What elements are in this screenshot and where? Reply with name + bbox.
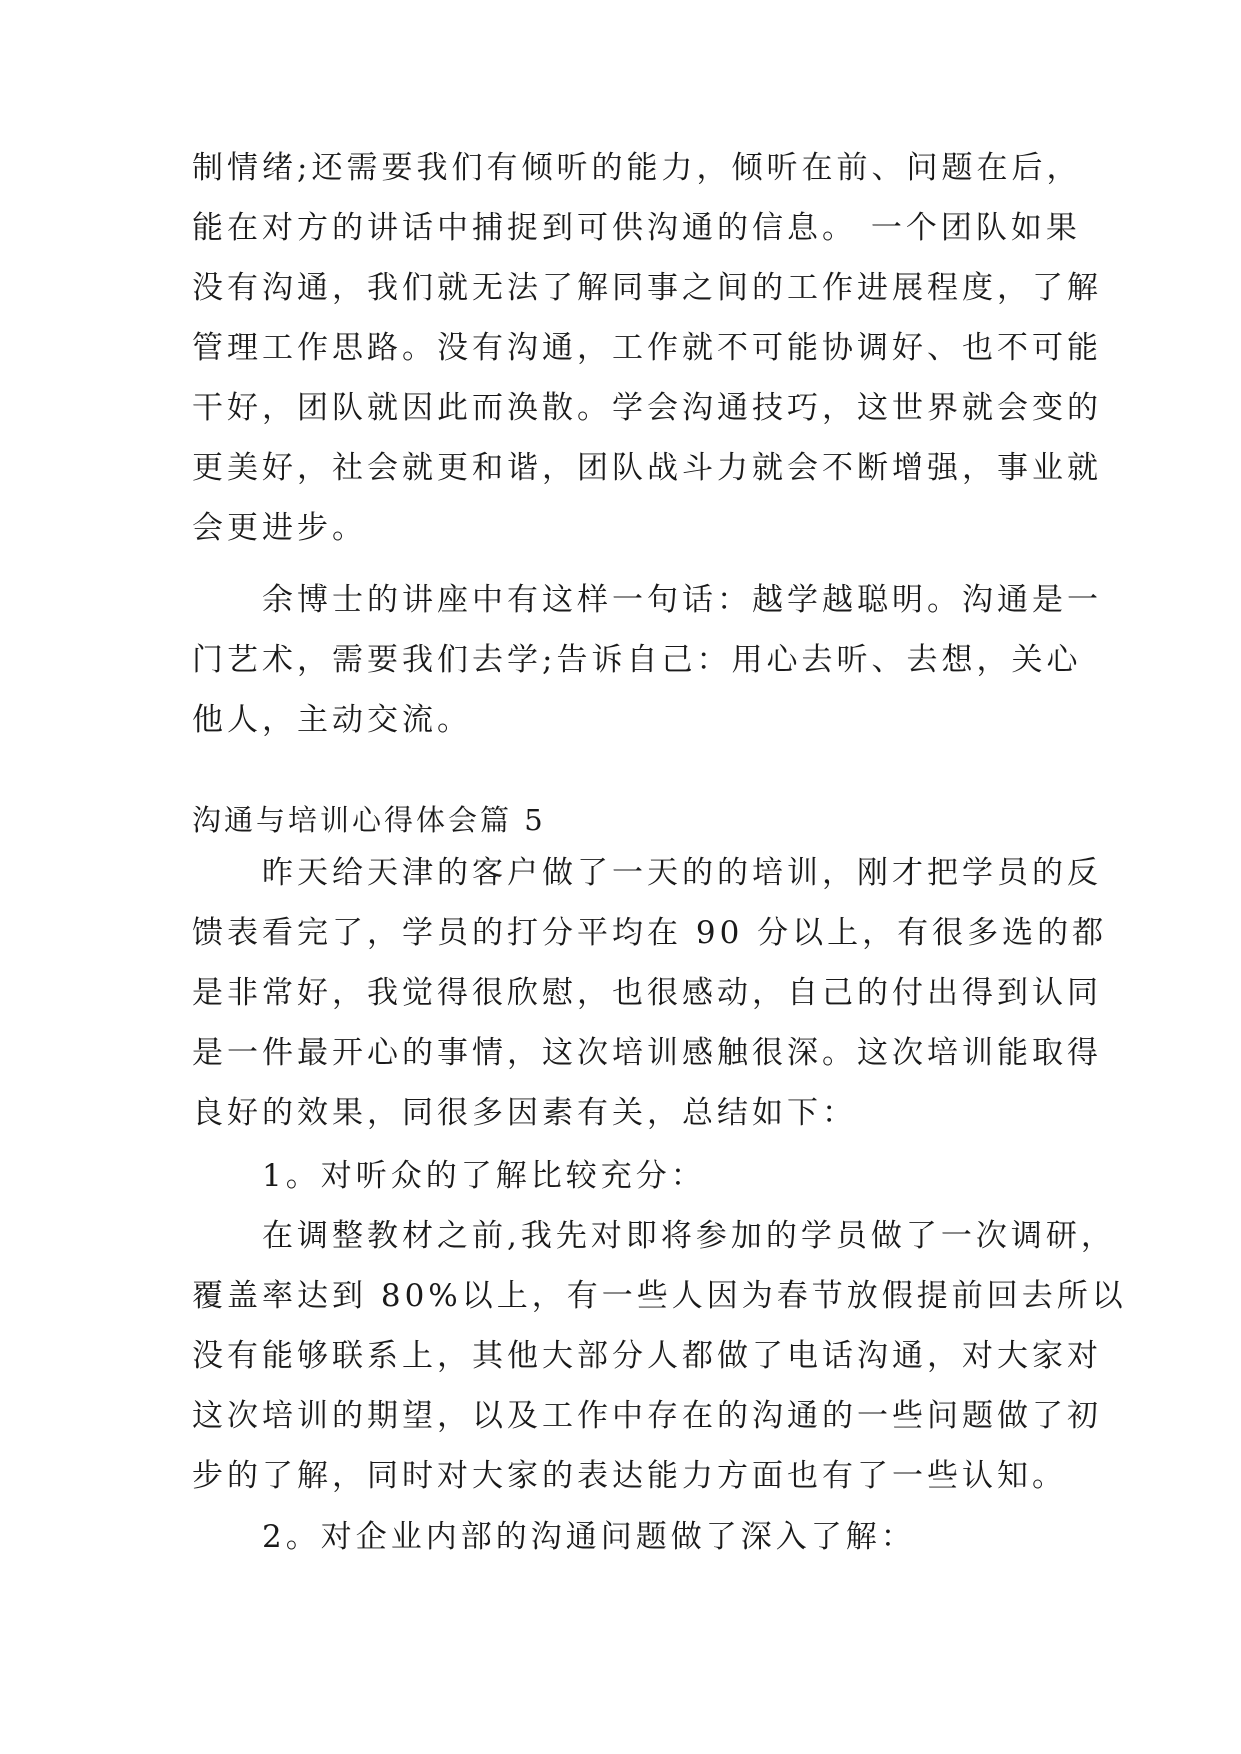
- text-line: 能在对方的讲话中捕捉到可供沟通的信息。 一个团队如果: [192, 210, 1081, 246]
- section-heading: [192, 790, 1052, 850]
- text-line: 是一件最开心的事情，这次培训感触很深。这次培训能取得: [192, 1035, 1102, 1071]
- text-line: 他人，主动交流。: [192, 702, 472, 738]
- text-line: 没有能够联系上，其他大部分人都做了电话沟通，对大家对: [192, 1338, 1102, 1374]
- paragraph-1: [192, 138, 1102, 558]
- text-line: 制情绪;还需要我们有倾听的能力，倾听在前、问题在后，: [192, 150, 1082, 186]
- text-line: 管理工作思路。没有沟通，工作就不可能协调好、也不可能: [192, 330, 1102, 366]
- text-line: 昨天给天津的客户做了一天的的培训，刚才把学员的反: [192, 855, 1102, 891]
- paragraph-4: [192, 1206, 1127, 1506]
- text-line: 步的了解，同时对大家的表达能力方面也有了一些认知。: [192, 1458, 1067, 1494]
- text-line: 馈表看完了，学员的打分平均在 90 分以上，有很多选的都: [192, 915, 1108, 951]
- text-line: 没有沟通，我们就无法了解同事之间的工作进展程度，了解: [192, 270, 1102, 306]
- text-line: 覆盖率达到 80%以上，有一些人因为春节放假提前回去所以: [192, 1278, 1127, 1314]
- paragraph-2: [192, 570, 1102, 750]
- text-line: 在调整教材之前,我先对即将参加的学员做了一次调研，: [192, 1218, 1116, 1254]
- list-item-text: 2。对企业内部的沟通问题做了深入了解：: [192, 1519, 916, 1555]
- section-title: 沟通与培训心得体会篇 5: [192, 803, 546, 837]
- text-line: 更美好，社会就更和谐，团队战斗力就会不断增强，事业就: [192, 450, 1102, 486]
- text-line: 是非常好，我觉得很欣慰，也很感动，自己的付出得到认同: [192, 975, 1102, 1011]
- text-line: 干好，团队就因此而涣散。学会沟通技巧，这世界就会变的: [192, 390, 1102, 426]
- list-item-text: 1。对听众的了解比较充分：: [192, 1158, 706, 1194]
- text-line: 会更进步。: [192, 510, 367, 546]
- text-line: 门艺术，需要我们去学;告诉自己：用心去听、去想，关心: [192, 642, 1082, 678]
- text-line: 良好的效果，同很多因素有关，总结如下：: [192, 1095, 857, 1131]
- text-line: 这次培训的期望，以及工作中存在的沟通的一些问题做了初: [192, 1398, 1102, 1434]
- list-item-1: [192, 1146, 1052, 1206]
- list-item-2: [192, 1507, 1052, 1567]
- paragraph-3: [192, 843, 1108, 1143]
- text-line: 余博士的讲座中有这样一句话：越学越聪明。沟通是一: [192, 582, 1102, 618]
